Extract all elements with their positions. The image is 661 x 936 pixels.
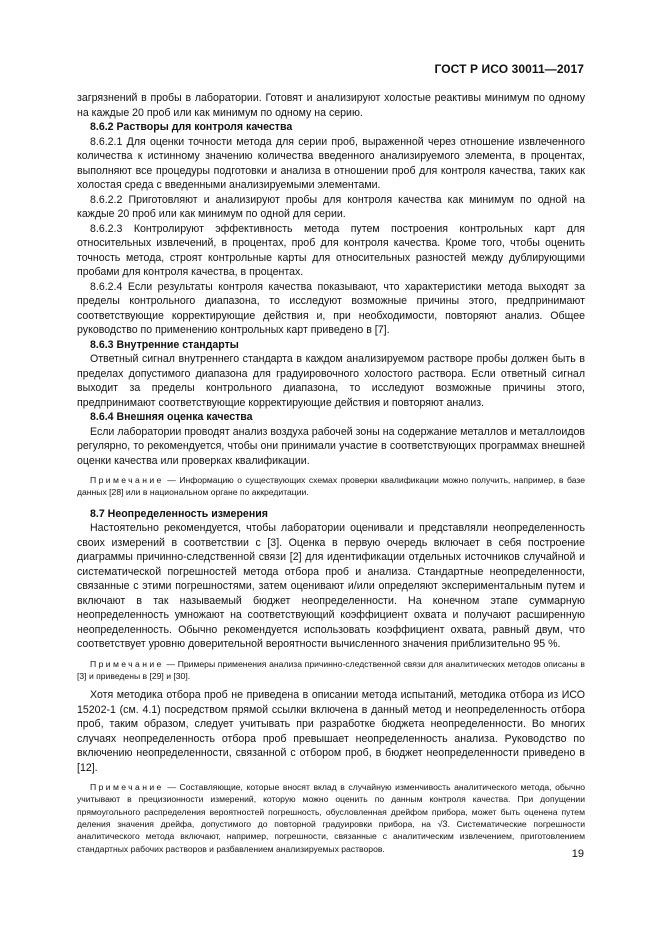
square-root-three: √3 — [437, 819, 448, 830]
paragraph-8-6-4: Если лаборатории проводят анализ воздуха рабочей зоны на содержание металлов и металлоидов регулярно, то рекомендуется, чтобы они принимали участие в соответствующих программах внешней оценки качества или проверках квалификации. — [77, 425, 585, 467]
note-label: Примечание — [90, 658, 164, 669]
note-text: — Информацию о существующих схемах проверки квалификации можно получить, например, в базе данных [28] или в национальном органе по аккредитации. — [77, 475, 585, 498]
note-text-continued: . Систематические погрешности аналитического метода включают, например, погрешности, связанные с аналитическим извлечением, приготовлением стандартных рабочих растворов и разбавлением анализируемых растворов. — [77, 819, 585, 854]
heading-8-7: 8.7 Неопределенность измерения — [90, 507, 268, 520]
note-text: — Составляющие, которые вносят вклад в случайную изменчивость аналитического метода, обычно учитывают в прецизионности измерений, которую можно оценить по данным контроля качества. При допущении прямоугольного распределения вероятностей погрешность, обусловленная дрейфом прибора, может быть оценена путем деления значения дрейфа, допустимого до повторной градуировки прибора, на — [77, 782, 585, 830]
paragraph-8-6-3: Ответный сигнал внутреннего стандарта в каждом анализируемом растворе пробы должен быть в пределах допустимого диапазона для градуировочного холостого раствора. Если ответный сигнал выходит за пределы контрольного диапазона, то исследуют возможные причины этого, предпринимают соответствующие корректирующие действия и повторяют анализ. — [77, 353, 585, 409]
heading-8-6-4: 8.6.4 Внешняя оценка качества — [90, 411, 253, 423]
note-proficiency-schemes — [77, 474, 585, 499]
paragraph-continuation: загрязнений в пробы в лаборатории. Готовят и анализируют холостые реактивы минимум по одному на каждые 20 проб или как минимум по одному на серию. — [77, 92, 585, 119]
document-body — [77, 91, 585, 855]
note-text: — Примеры применения анализа причинно-следственной связи для аналитических методов описаны в [3] и приведены в [29] и [30]. — [77, 658, 585, 681]
paragraph-8-6-2-3: 8.6.2.3 Контролируют эффективность метода путем построения контрольных карт для относительных извлечений, в процентах, проб для контроля качества. Кроме того, чтобы оценить точность метода, строят контрольные карты для относительных разностей между дублирующими пробами для контроля качества, в процентах. — [77, 222, 585, 278]
heading-8-6-3: 8.6.3 Внутренние стандарты — [90, 338, 239, 351]
heading-8-6-2: 8.6.2 Растворы для контроля качества — [90, 121, 293, 133]
note-cause-effect — [77, 658, 585, 683]
page-number: 19 — [571, 848, 584, 860]
page-header-standard-title: ГОСТ Р ИСО 30011—2017 — [434, 62, 584, 76]
note-label: Примечание — [90, 782, 164, 793]
note-random-variability — [77, 781, 585, 855]
paragraph-8-6-2-1: 8.6.2.1 Для оценки точности метода для серии проб, выраженной через отношение извлеченного количества к истинному значению количества введенного анализируемого элемента, в процентах, выполняют все процедуры подготовки и анализа в отношении проб для контроля качества, таких как холостая среда с введенными анализируемыми элементами. — [77, 135, 585, 191]
paragraph-8-6-2-4: 8.6.2.4 Если результаты контроля качества показывают, что характеристики метода выходят за пределы контрольного диапазона, то исследуют возможные причины этого, предпринимают соответствующие корректирующие действия и, при необходимости, повторяют анализ. Общее руководство по применению контрольных карт приведено в [7]. — [77, 280, 585, 336]
paragraph-8-7-uncertainty: Настоятельно рекомендуется, чтобы лаборатории оценивали и представляли неопределенность своих измерений в соответствии с [3]. Оценка в первую очередь включает в себя построение диаграммы причинно-следственной связи [2] для идентификации отдельных источников случайной и систематической погрешностей метода отбора проб и анализа. Стандартные неопределенности, связанные с этими погрешностями, затем оценивают и/или определяют экспериментальным путем и включают в так называемый бюджет неопределенности. На конечном этапе суммарную неопределенность умножают на соответствующий коэффициент охвата и получают расширенную неопределенность. Обычно рекомендуется использовать коэффициент охвата, равный двум, что соответствует уровню доверительной вероятности вычисленного значения приблизительно 95 %. — [77, 522, 585, 651]
paragraph-8-7-sampling: Хотя методика отбора проб не приведена в описании метода испытаний, методика отбора из ИСО 15202-1 (см. 4.1) посредством прямой ссылки включена в данный метод и неопределенность отбора проб, таким образом, следует учитывать при разработке бюджета неопределенности. Во многих случаях неопределенность отбора проб превышает неопределенность анализа. Руководство по включению неопределенности, связанной с отбором проб, в бюджет неопределенности приведено в [12]. — [77, 689, 585, 774]
paragraph-8-6-2-2: 8.6.2.2 Приготовляют и анализируют пробы для контроля качества как минимум по одной на каждые 20 проб или как минимум по одной для серии. — [77, 193, 585, 220]
note-label: Примечание — [90, 475, 164, 485]
